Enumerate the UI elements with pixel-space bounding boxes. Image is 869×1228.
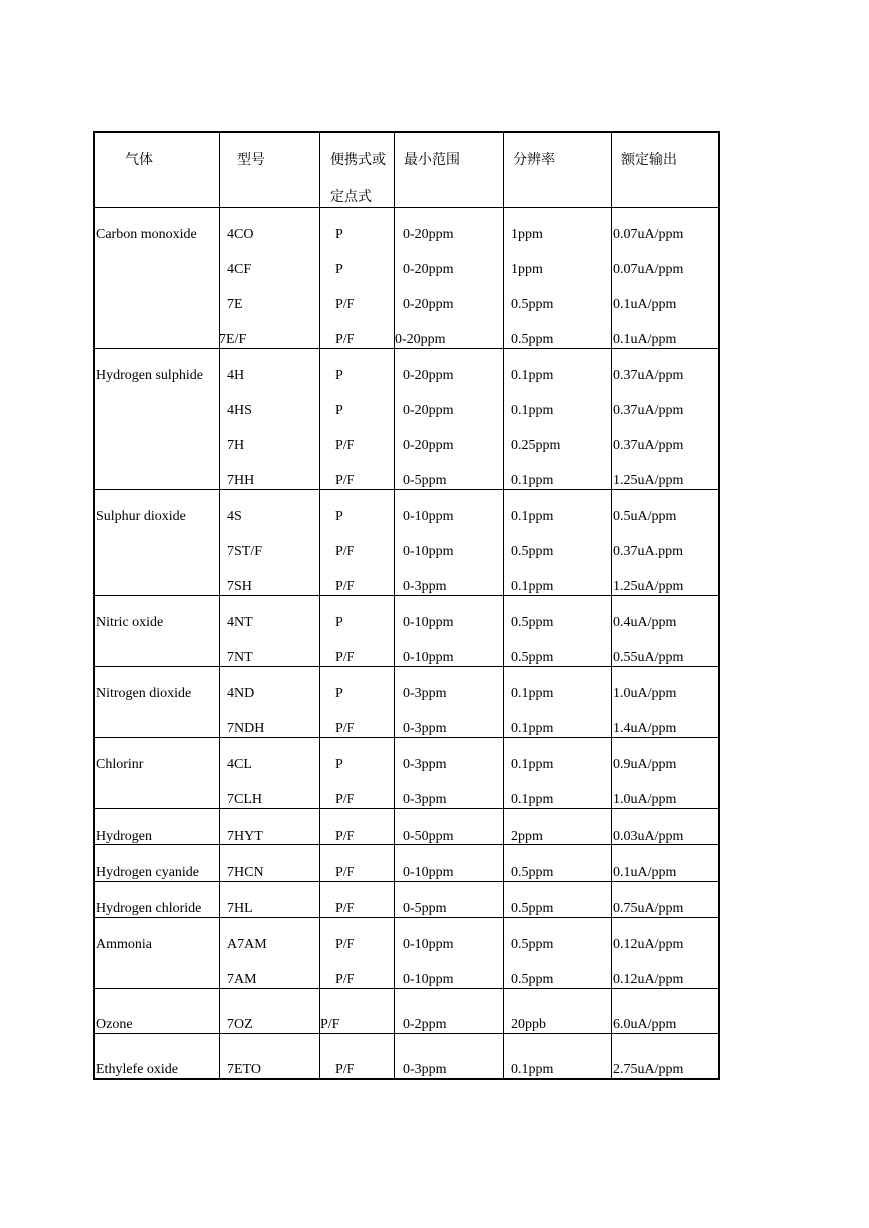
output-cell: 0.12uA/ppm [613,972,684,987]
type-cell: P [335,509,343,524]
model-cell: 7SH [227,579,252,594]
resolution-cell: 0.1ppm [511,721,554,736]
type-cell: P/F [335,544,355,559]
model-cell: 7ETO [227,1062,261,1077]
row-separator [95,988,718,989]
model-cell: 7E/F [219,332,247,347]
output-cell: 0.75uA/ppm [613,901,684,916]
resolution-cell: 1ppm [511,262,543,277]
type-cell: P/F [335,1062,355,1077]
gas-name: Hydrogen [96,829,152,844]
output-cell: 0.12uA/ppm [613,937,684,952]
range-cell: 0-3ppm [403,1062,447,1077]
resolution-cell: 0.5ppm [511,937,554,952]
header-gas: 气体 [125,153,153,168]
resolution-cell: 0.1ppm [511,403,554,418]
output-cell: 0.5uA/ppm [613,509,677,524]
resolution-cell: 0.1ppm [511,579,554,594]
range-cell: 0-20ppm [403,297,454,312]
resolution-cell: 2ppm [511,829,543,844]
gas-name: Hydrogen sulphide [96,368,203,383]
output-cell: 1.0uA/ppm [613,792,677,807]
gas-name: Carbon monoxide [96,227,197,242]
range-cell: 0-20ppm [403,227,454,242]
column-separator [319,133,320,1078]
range-cell: 0-50ppm [403,829,454,844]
output-cell: 1.25uA/ppm [613,579,684,594]
gas-name: Chlorinr [96,757,144,772]
output-cell: 0.37uA/ppm [613,368,684,383]
output-cell: 1.25uA/ppm [613,473,684,488]
range-cell: 0-10ppm [403,544,454,559]
header-resolution: 分辨率 [513,153,555,168]
row-separator [95,348,718,349]
model-cell: 7NDH [227,721,265,736]
output-cell: 0.1uA/ppm [613,865,677,880]
type-cell: P [335,368,343,383]
model-cell: 7AM [227,972,257,987]
gas-sensor-table [93,131,720,1080]
gas-name: Nitric oxide [96,615,164,630]
range-cell: 0-5ppm [403,901,447,916]
gas-name: Ozone [96,1017,133,1032]
type-cell: P [335,403,343,418]
resolution-cell: 0.5ppm [511,332,554,347]
model-cell: 4CF [227,262,252,277]
row-separator [95,1033,718,1034]
resolution-cell: 0.5ppm [511,544,554,559]
header-model: 型号 [237,153,265,168]
row-separator [95,595,718,596]
type-cell: P [335,757,343,772]
type-cell: P/F [335,579,355,594]
row-separator [95,917,718,918]
model-cell: A7AM [227,937,267,952]
column-separator [394,133,395,1078]
header-min-range: 最小范围 [404,153,460,168]
range-cell: 0-10ppm [403,615,454,630]
type-cell: P/F [335,829,355,844]
type-cell: P [335,615,343,630]
type-cell: P/F [335,901,355,916]
model-cell: 7HYT [227,829,263,844]
row-separator [95,666,718,667]
model-cell: 7H [227,438,245,453]
type-cell: P [335,262,343,277]
model-cell: 4CL [227,757,252,772]
type-cell: P/F [335,297,355,312]
type-cell: P/F [335,972,355,987]
resolution-cell: 0.5ppm [511,972,554,987]
output-cell: 0.07uA/ppm [613,262,684,277]
model-cell: 4HS [227,403,252,418]
type-cell: P/F [335,438,355,453]
model-cell: 4H [227,368,245,383]
resolution-cell: 0.1ppm [511,686,554,701]
output-cell: 0.4uA/ppm [613,615,677,630]
range-cell: 0-20ppm [403,368,454,383]
range-cell: 0-3ppm [403,579,447,594]
row-separator [95,489,718,490]
model-cell: 7NT [227,650,253,665]
gas-name: Sulphur dioxide [96,509,186,524]
row-separator [95,207,718,208]
output-cell: 0.07uA/ppm [613,227,684,242]
resolution-cell: 0.1ppm [511,509,554,524]
row-separator [95,881,718,882]
resolution-cell: 0.5ppm [511,297,554,312]
output-cell: 6.0uA/ppm [613,1017,677,1032]
range-cell: 0-10ppm [403,509,454,524]
model-cell: 7HCN [227,865,264,880]
resolution-cell: 1ppm [511,227,543,242]
model-cell: 4S [227,509,242,524]
range-cell: 0-10ppm [403,650,454,665]
model-cell: 7ST/F [227,544,263,559]
model-cell: 7HL [227,901,253,916]
output-cell: 0.37uA/ppm [613,438,684,453]
range-cell: 0-20ppm [403,403,454,418]
model-cell: 7CLH [227,792,262,807]
model-cell: 7E [227,297,243,312]
type-cell: P/F [335,721,355,736]
type-cell: P/F [335,792,355,807]
type-cell: P/F [335,865,355,880]
type-cell: P [335,686,343,701]
row-separator [95,808,718,809]
type-cell: P/F [335,473,355,488]
output-cell: 0.9uA/ppm [613,757,677,772]
resolution-cell: 0.1ppm [511,757,554,772]
model-cell: 4ND [227,686,255,701]
gas-name: Ethylefe oxide [96,1062,179,1077]
resolution-cell: 20ppb [511,1017,546,1032]
gas-name: Hydrogen chloride [96,901,202,916]
output-cell: 0.55uA/ppm [613,650,684,665]
range-cell: 0-10ppm [403,972,454,987]
resolution-cell: 0.5ppm [511,865,554,880]
type-cell: P [335,227,343,242]
range-cell: 0-3ppm [403,757,447,772]
model-cell: 7HH [227,473,255,488]
resolution-cell: 0.5ppm [511,650,554,665]
column-separator [611,133,612,1078]
range-cell: 0-10ppm [403,937,454,952]
resolution-cell: 0.5ppm [511,615,554,630]
range-cell: 0-10ppm [403,865,454,880]
gas-name: Hydrogen cyanide [96,865,200,880]
output-cell: 1.4uA/ppm [613,721,677,736]
model-cell: 7OZ [227,1017,253,1032]
range-cell: 0-3ppm [403,686,447,701]
gas-name: Ammonia [96,937,152,952]
output-cell: 0.37uA.ppm [613,544,683,559]
output-cell: 1.0uA/ppm [613,686,677,701]
gas-name: Nitrogen dioxide [96,686,192,701]
output-cell: 0.1uA/ppm [613,297,677,312]
type-cell: P/F [335,332,355,347]
range-cell: 0-20ppm [403,438,454,453]
resolution-cell: 0.25ppm [511,438,561,453]
output-cell: 0.1uA/ppm [613,332,677,347]
type-cell: P/F [335,650,355,665]
resolution-cell: 0.1ppm [511,473,554,488]
column-separator [503,133,504,1078]
type-cell: P/F [320,1017,340,1032]
output-cell: 0.03uA/ppm [613,829,684,844]
range-cell: 0-3ppm [403,792,447,807]
resolution-cell: 0.1ppm [511,368,554,383]
range-cell: 0-2ppm [403,1017,447,1032]
model-cell: 4NT [227,615,253,630]
header-type: 便携式或 [330,153,386,168]
header-rated-output: 额定输出 [621,153,677,168]
resolution-cell: 0.1ppm [511,792,554,807]
type-cell: P/F [335,937,355,952]
output-cell: 0.37uA/ppm [613,403,684,418]
row-separator [95,737,718,738]
range-cell: 0-20ppm [403,262,454,277]
resolution-cell: 0.5ppm [511,901,554,916]
resolution-cell: 0.1ppm [511,1062,554,1077]
range-cell: 0-5ppm [403,473,447,488]
header-type-line2: 定点式 [330,190,372,205]
range-cell: 0-20ppm [395,332,446,347]
column-separator [219,133,220,1078]
output-cell: 2.75uA/ppm [613,1062,684,1077]
range-cell: 0-3ppm [403,721,447,736]
model-cell: 4CO [227,227,254,242]
